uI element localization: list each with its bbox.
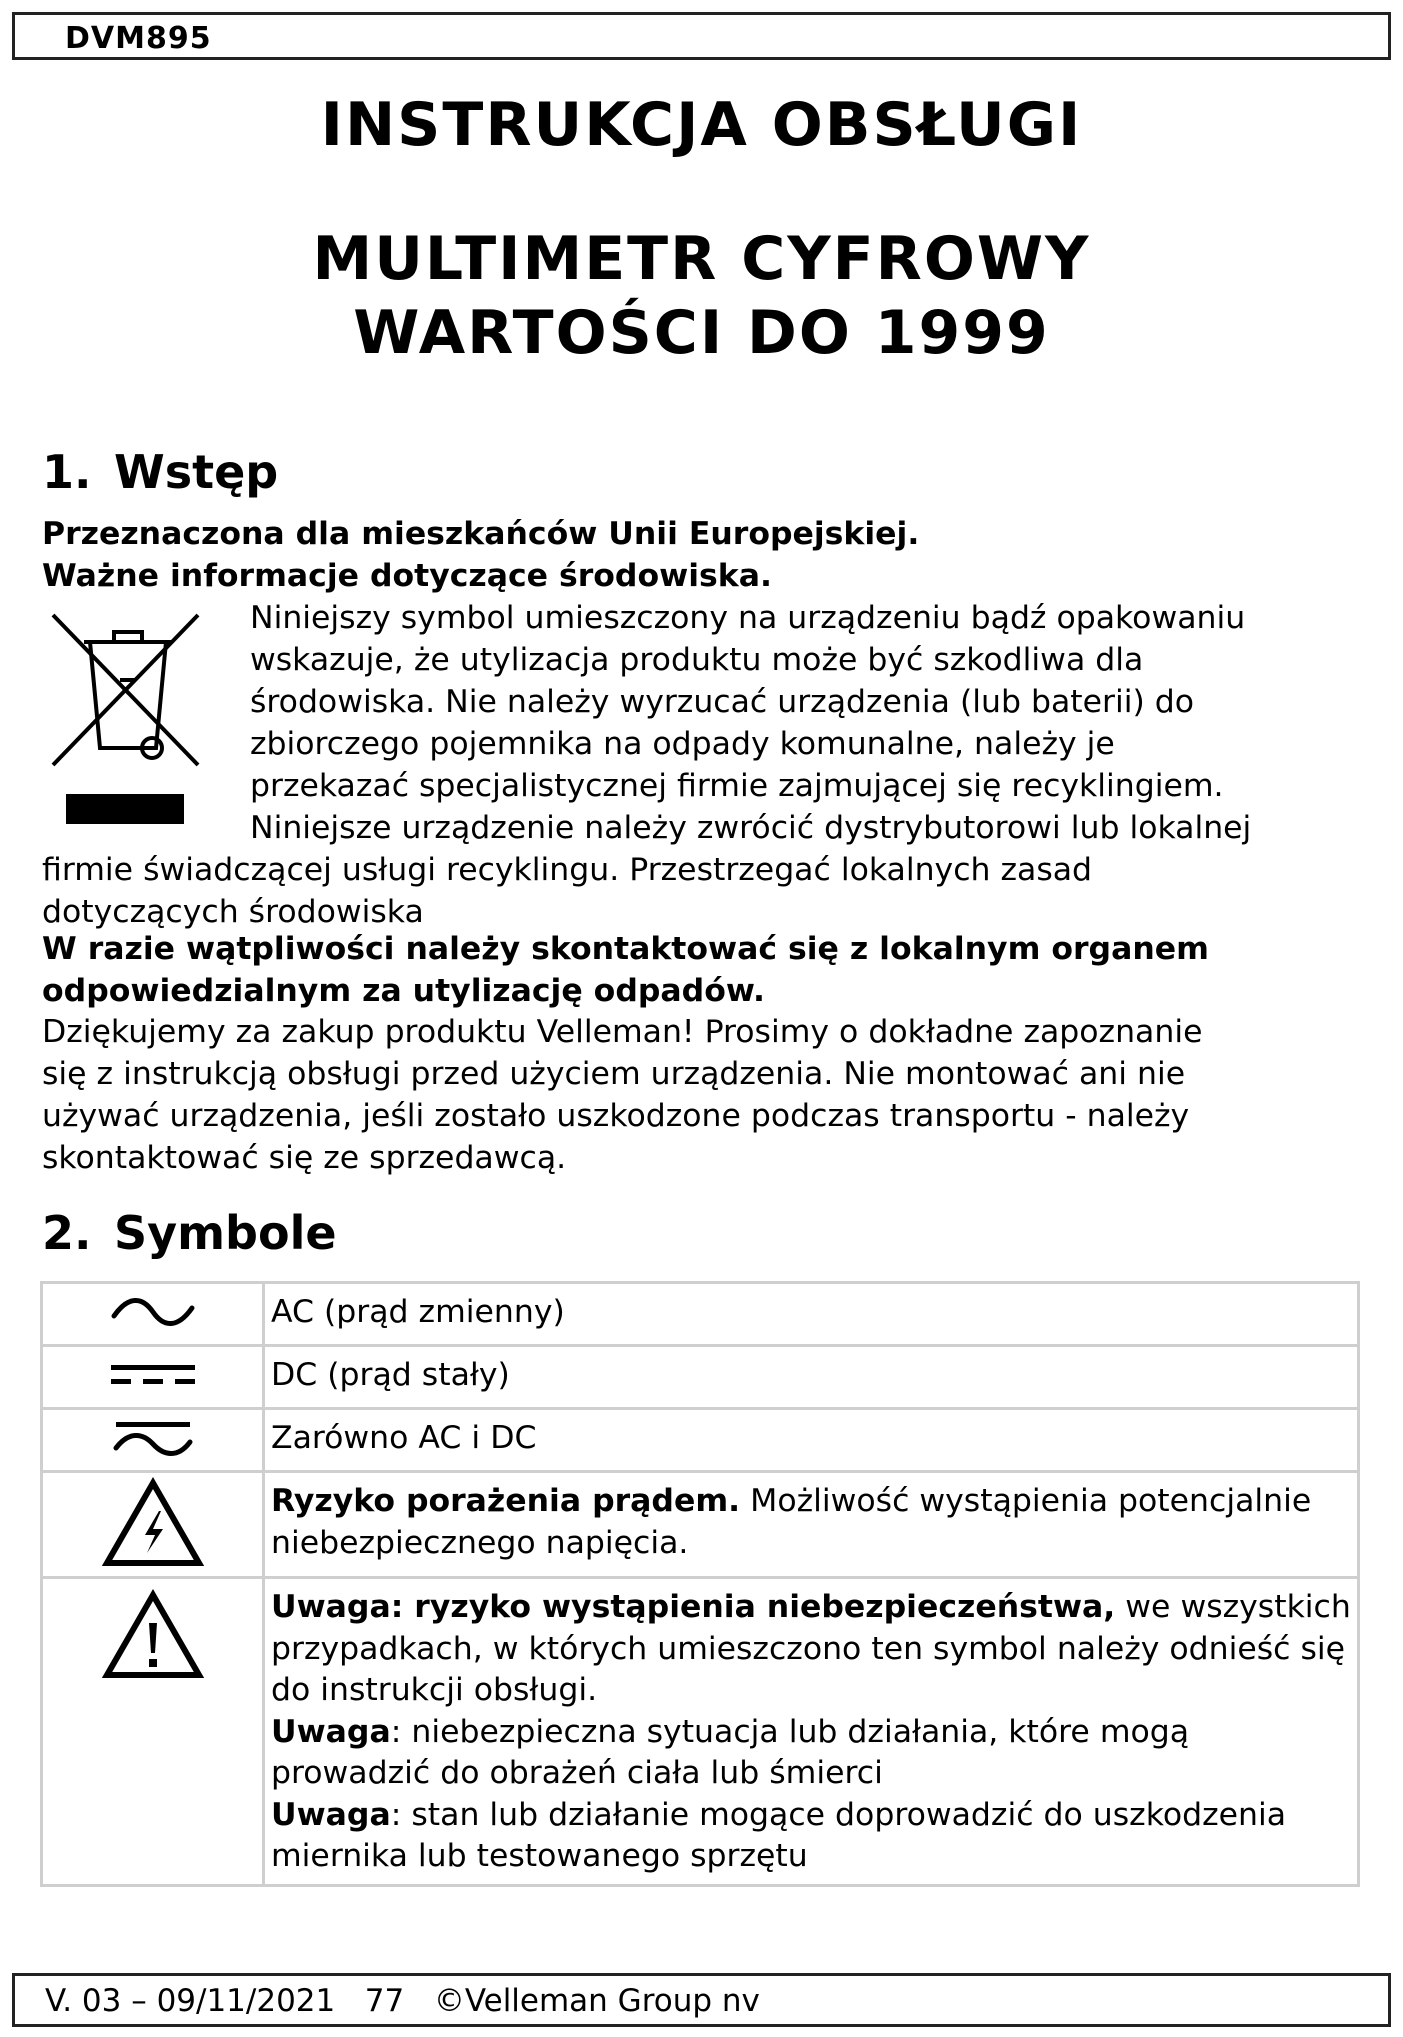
ac-icon (108, 1294, 198, 1330)
symbol-row-ac-dc (42, 1409, 1359, 1472)
symbol-description (264, 1472, 1359, 1578)
weee-text-line-7: firmie świadczącej usługi recyklingu. Przestrzegać lokalnych zasad (42, 852, 1093, 888)
caution-text: we wszystkich przypadkach, w których umieszczono ten symbol należy odnieść się do instrukcji obsługi. (271, 1589, 1351, 1708)
thanks-line-4: skontaktować się ze sprzedawcą. (42, 1140, 567, 1176)
weee-text-line-2: wskazuje, że utylizacja produktu może być szkodliwa dla (250, 642, 1144, 678)
weee-text-line-8: dotyczących środowiska (42, 894, 424, 930)
symbol-cell (42, 1578, 264, 1886)
warning-text-1: : niebezpieczna sytuacja lub działania, które mogą prowadzić do obrażeń ciała lub śmierci (271, 1713, 1190, 1791)
disposal-notice-line-1: W razie wątpliwości należy skontaktować się z lokalnym organem (42, 931, 1209, 967)
symbol-description: Zarówno AC i DC (264, 1409, 1359, 1472)
warning-label-2: Uwaga (271, 1796, 391, 1833)
symbol-description: DC (prąd stały) (264, 1346, 1359, 1409)
electric-shock-text: Możliwość wystąpienia potencjalnie niebezpiecznego napięcia. (271, 1483, 1312, 1561)
disposal-notice-line-2: odpowiedzialnym za utylizację odpadów. (42, 973, 765, 1009)
section-2-number: 2. (42, 1206, 92, 1260)
symbols-table (40, 1281, 1360, 1887)
weee-text-line-5: przekazać specjalistycznej firmie zajmującej się recyklingiem. (250, 768, 1224, 804)
caution-icon (101, 1589, 205, 1681)
dc-icon (103, 1359, 203, 1391)
caution-bold: Uwaga: ryzyko wystąpienia niebezpieczeństwa, (271, 1589, 1116, 1625)
header-box (12, 12, 1391, 60)
weee-text-line-6: Niniejsze urządzenie należy zwrócić dystrybutorowi lub lokalnej (250, 810, 1252, 846)
thanks-line-1: Dziękujemy za zakup produktu Velleman! Prosimy o dokładne zapoznanie (42, 1014, 1203, 1050)
eu-residents-line: Przeznaczona dla mieszkańców Unii Europejskiej. (42, 516, 920, 552)
product-title-line1: MULTIMETR CYFROWY (312, 224, 1091, 294)
symbol-cell (42, 1283, 264, 1346)
weee-text-line-1: Niniejszy symbol umieszczony na urządzeniu bądź opakowaniu (250, 600, 1246, 636)
section-1-heading (42, 444, 278, 500)
symbol-row-electric-shock (42, 1472, 1359, 1578)
symbol-description (264, 1578, 1359, 1886)
warning-label-1: Uwaga (271, 1713, 391, 1750)
symbol-cell (42, 1346, 264, 1409)
environment-info-line: Ważne informacje dotyczące środowiska. (42, 558, 772, 594)
symbol-cell (42, 1409, 264, 1472)
crossed-out-wheelie-bin-icon (48, 610, 208, 830)
section-1-number: 1. (42, 445, 92, 499)
section-1-title: Wstęp (114, 445, 279, 499)
warning-text-2: : stan lub działanie mogące doprowadzić do uszkodzenia miernika lub testowanego sprzętu (271, 1796, 1287, 1874)
symbol-row-caution (42, 1578, 1359, 1886)
weee-text-line-3: środowiska. Nie należy wyrzucać urządzenia (lub baterii) do (250, 684, 1195, 720)
weee-text-line-4: zbiorczego pojemnika na odpady komunalne, należy je (250, 726, 1115, 762)
footer-version-text: V. 03 – 09/11/2021 77 ©Velleman Group nv (45, 1983, 760, 2019)
model-number: DVM895 (65, 21, 212, 56)
electric-shock-bold: Ryzyko porażenia prądem. (271, 1483, 741, 1519)
thanks-line-3: używać urządzenia, jeśli zostało uszkodzone podczas transportu - należy (42, 1098, 1190, 1134)
symbol-description: AC (prąd zmienny) (264, 1283, 1359, 1346)
product-title-line2: WARTOŚCI DO 1999 (353, 298, 1050, 368)
section-2-heading (42, 1205, 337, 1261)
symbol-row-ac (42, 1283, 1359, 1346)
symbol-cell (42, 1472, 264, 1578)
footer-box (12, 1973, 1391, 2027)
document-title: INSTRUKCJA OBSŁUGI (320, 90, 1083, 160)
symbol-row-dc (42, 1346, 1359, 1409)
section-2-title: Symbole (114, 1206, 337, 1260)
thanks-line-2: się z instrukcją obsługi przed użyciem urządzenia. Nie montować ani nie (42, 1056, 1186, 1092)
ac-dc-icon (108, 1416, 198, 1460)
electric-shock-warning-icon (101, 1477, 205, 1569)
